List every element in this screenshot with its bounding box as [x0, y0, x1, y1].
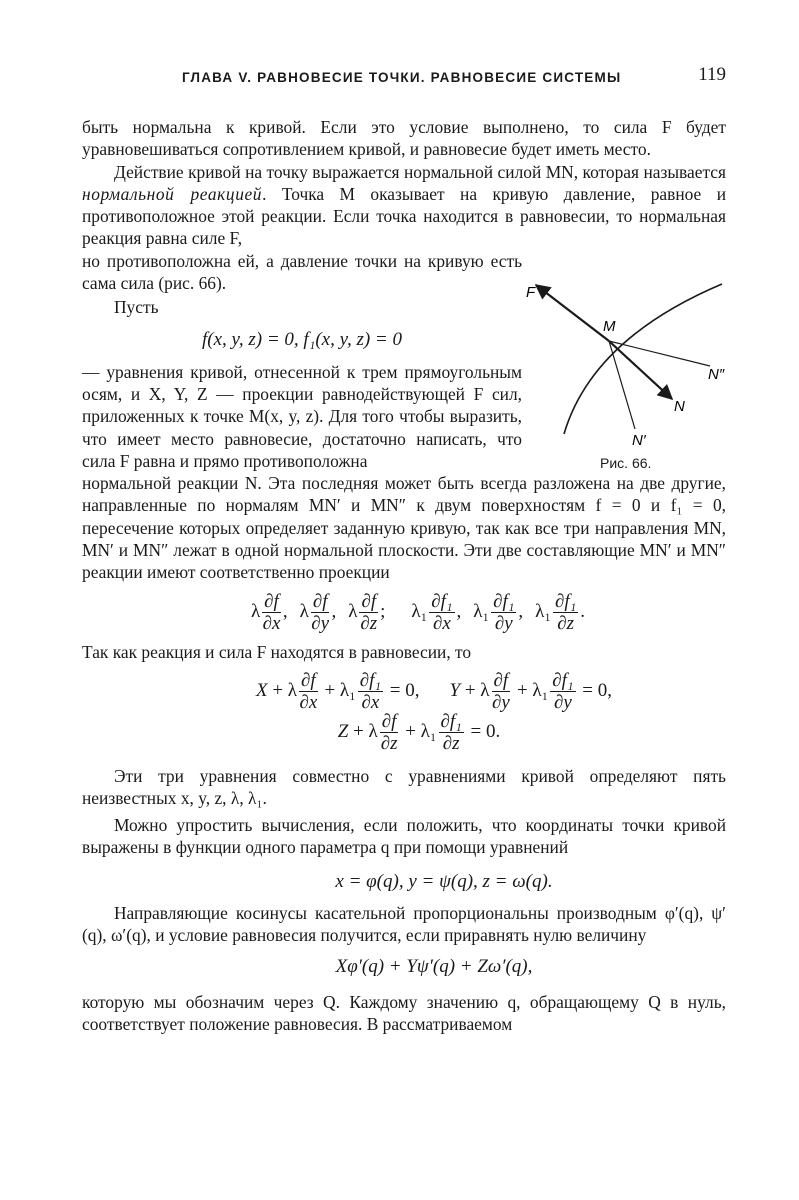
plus: + λ₁ — [512, 679, 549, 701]
fraction-numerator: ∂f₁ — [431, 590, 453, 612]
term-normal-reaction: нормальной реакцией — [82, 183, 263, 204]
equals: = 0, — [385, 679, 420, 701]
page-number: 119 — [698, 64, 726, 85]
fraction — [359, 592, 378, 633]
label-m: M — [603, 318, 616, 335]
fraction-numerator: ∂f — [301, 669, 316, 691]
separator: , — [282, 600, 288, 622]
paragraph-1: быть нормальна к кривой. Если это условие выполнено, то сила F будет уравновешиваться сопротивлением кривой, и равновесие будет иметь место. — [82, 117, 726, 160]
paragraph-8: которую мы обозначим через Q. Каждому значению q, обращающему Q в нуль, соответствует положение равновесия. В рассматриваемом — [82, 991, 726, 1035]
fraction-denominator: ∂x — [262, 612, 281, 634]
separator: , — [456, 600, 462, 622]
fraction-numerator: ∂f — [381, 710, 397, 732]
fraction-numerator: ∂f — [361, 590, 377, 612]
separator: . — [580, 600, 586, 622]
equilibrium-term — [337, 710, 501, 754]
fraction-denominator: ∂y — [491, 691, 510, 713]
plus: + λ — [267, 679, 298, 701]
fraction-numerator: ∂f₁ — [552, 669, 574, 691]
equation-projections — [82, 592, 726, 633]
equation-equilibrium-1 — [82, 671, 726, 712]
fraction-numerator: ∂f — [312, 590, 328, 612]
fraction — [358, 671, 383, 712]
projection-term — [535, 590, 586, 634]
paragraph-2: Действие кривой на точку выражается нормальной силой MN, которая называется нормальной реакцией. Точка M оказывает на кривую давление, равное и противоположное этой реакции. Если точка находится в равновесии, то нормальная реакция равна силе F, — [82, 161, 726, 249]
paragraph-2-narrow: но противоположна ей, а давление точки на кривую есть сама сила (рис. 66). — [82, 250, 522, 294]
projection-term — [299, 590, 337, 634]
chapter-title: ГЛАВА V. РАВНОВЕСИЕ ТОЧКИ. РАВНОВЕСИЕ СИСТЕМЫ — [182, 70, 622, 85]
equilibrium-term — [255, 669, 420, 713]
label-n-prime: N′ — [632, 432, 646, 449]
coefficient: λ — [250, 600, 261, 622]
coefficient: λ₁ — [473, 600, 490, 622]
fraction — [439, 712, 464, 753]
paragraph-3-narrow: — уравнения кривой, отнесенной к трем прямоугольным осям, и X, Y, Z — проекции равнодействующей F сил, приложенных к точке M(x, y, z). Для того чтобы выразить, что имеет место равновесие, достаточно написать, что сила F равна и прямо противоположна — [82, 361, 522, 471]
let-word: Пусть — [114, 297, 159, 318]
projection-term — [250, 590, 288, 634]
fraction-denominator: ∂z — [360, 612, 378, 634]
equilibrium-term — [449, 669, 613, 713]
fraction — [491, 592, 516, 633]
fraction — [553, 592, 578, 633]
fraction-denominator: ∂x — [432, 612, 451, 634]
variable: Y — [449, 679, 461, 701]
variable: X — [255, 679, 268, 701]
fraction-denominator: ∂y — [311, 612, 330, 634]
fraction — [299, 671, 318, 712]
projection-term — [473, 590, 524, 634]
equation-virtual-work: Xφ′(q) + Yψ′(q) + Zω′(q), — [335, 955, 533, 977]
plus: + λ — [348, 720, 378, 742]
figure-caption: Рис. 66. — [600, 455, 652, 471]
paragraph-5: Эти три уравнения совместно с уравнениями кривой определяют пять неизвестных x, y, z, λ, λ₁. — [82, 765, 726, 809]
fraction — [380, 712, 399, 753]
fraction-numerator: ∂f₁ — [493, 590, 515, 612]
curve-line — [564, 284, 722, 434]
paragraph-3: нормальной реакции N. Эта последняя может быть всегда разложена на две другие, направленные по нормалям MN′ и MN″ к двум поверхностям f = 0 и f₁ = 0, пересечение которых определяет заданную кривую, так как все три направления MN, MN′ и MN″ лежат в одной нормальной плоскости. Эти две составляющие MN′ и MN″ реакции имеют соответственно проекции — [82, 473, 726, 583]
fraction — [492, 671, 511, 712]
paragraph-7: Направляющие косинусы касательной пропорциональны производным φ′(q), ψ′(q), ω′(q), и условие равновесия получится, если приравнять нулю величину — [82, 903, 726, 946]
equation-curve: f(x, y, z) = 0, f₁(x, y, z) = 0 — [201, 328, 403, 350]
fraction-denominator: ∂x — [361, 691, 380, 713]
fraction — [550, 671, 575, 712]
fraction-numerator: ∂f₁ — [440, 710, 462, 732]
separator: ; — [380, 600, 386, 622]
variable: Z — [337, 720, 349, 742]
fraction — [311, 592, 330, 633]
coefficient: λ — [348, 600, 358, 622]
force-f-arrow — [536, 285, 609, 341]
label-n-double-prime: N″ — [708, 366, 725, 383]
equals: = 0. — [465, 720, 501, 742]
fraction-numerator: ∂f₁ — [359, 669, 382, 691]
plus: + λ₁ — [319, 679, 356, 701]
fraction-denominator: ∂z — [557, 612, 575, 634]
paragraph-6: Можно упростить вычисления, если положить, что координаты точки кривой выражены в функции одного параметра q при помощи уравнений — [82, 814, 726, 857]
fraction-denominator: ∂z — [380, 732, 398, 754]
coefficient: λ₁ — [411, 600, 428, 622]
fraction-denominator: ∂y — [494, 612, 513, 634]
figure-66 — [522, 279, 734, 479]
equation-parametric: x = φ(q), y = ψ(q), z = ω(q). — [335, 871, 553, 893]
fraction — [429, 592, 454, 633]
equation-equilibrium-2 — [82, 712, 726, 753]
label-f: F — [526, 284, 536, 301]
projection-term — [411, 590, 462, 634]
separator: , — [518, 600, 524, 622]
fraction-numerator: ∂f — [493, 669, 509, 691]
fraction — [262, 592, 281, 633]
fraction-denominator: ∂x — [299, 691, 318, 713]
fraction-numerator: ∂f — [264, 590, 279, 612]
paragraph-4: Так как реакция и сила F находятся в равновесии, то — [82, 641, 472, 662]
page — [82, 62, 726, 1035]
separator: , — [331, 600, 337, 622]
plus: + λ — [460, 679, 490, 701]
projection-term — [348, 590, 386, 634]
fraction-denominator: ∂z — [442, 732, 460, 754]
fraction-denominator: ∂y — [553, 691, 572, 713]
fraction-numerator: ∂f₁ — [555, 590, 577, 612]
coefficient: λ₁ — [535, 600, 551, 622]
label-n: N — [674, 398, 685, 415]
reaction-n-arrow — [609, 341, 672, 399]
running-header — [82, 62, 726, 92]
plus: + λ₁ — [400, 720, 437, 742]
equals: = 0, — [577, 679, 613, 701]
coefficient: λ — [299, 600, 309, 622]
figure-66-diagram — [522, 279, 734, 454]
